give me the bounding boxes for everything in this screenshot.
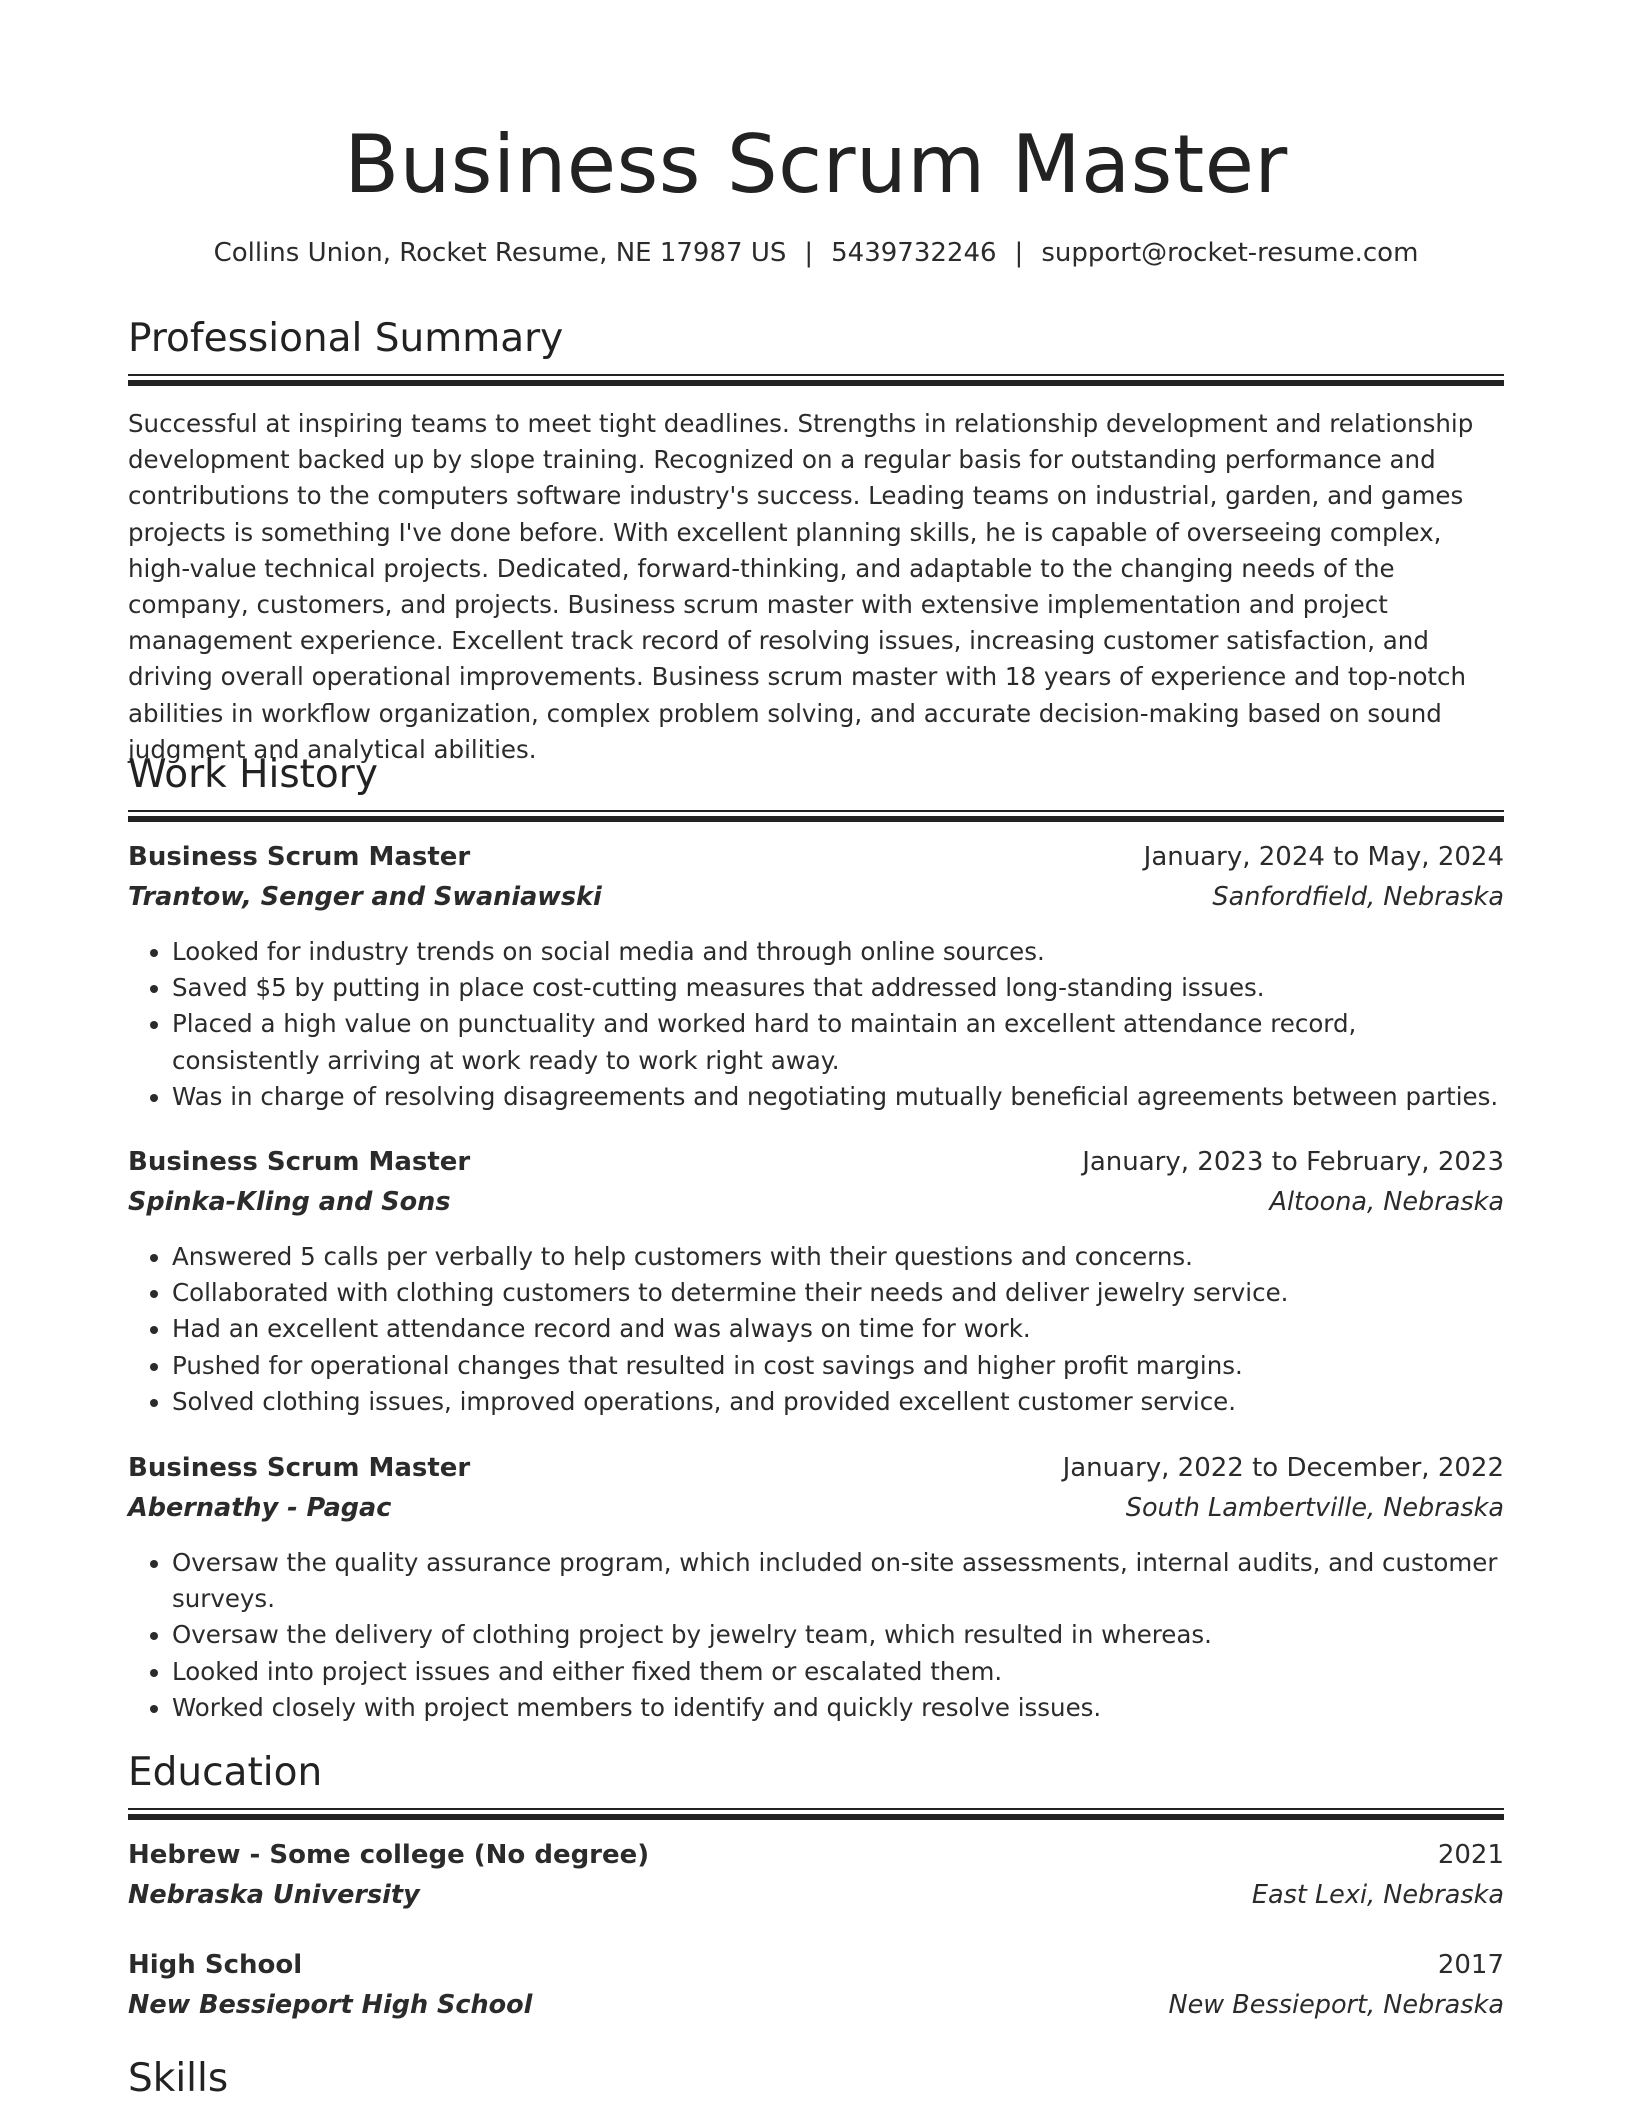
work-entry	[128, 842, 1504, 1115]
job-location: Sanfordfield, Nebraska	[1212, 882, 1504, 912]
school-location: East Lexi, Nebraska	[1251, 1880, 1504, 1910]
work-entry	[128, 1147, 1504, 1420]
contact-line	[128, 238, 1504, 268]
job-title: Business Scrum Master	[128, 842, 471, 872]
contact-phone: 5439732246	[831, 238, 997, 268]
list-item: • Oversaw the quality assurance program, which included on-site assessments, internal audits, and customer surveys.	[172, 1545, 1504, 1617]
job-dates: January, 2022 to December, 2022	[1062, 1453, 1504, 1483]
section-title-summary: Professional Summary	[128, 316, 564, 361]
list-item: • Answered 5 calls per verbally to help customers with their questions and concerns.	[172, 1239, 1504, 1275]
job-dates: January, 2024 to May, 2024	[1143, 842, 1504, 872]
degree-name: High School	[128, 1950, 303, 1980]
list-item: • Placed a high value on punctuality and worked hard to maintain an excellent attendance record, consistently arriving at work ready to work right away.	[172, 1006, 1504, 1078]
work-entry	[128, 1453, 1504, 1726]
education-entry	[128, 1840, 1504, 1920]
list-item: • Pushed for operational changes that resulted in cost savings and higher profit margins.	[172, 1348, 1504, 1384]
job-dates: January, 2023 to February, 2023	[1082, 1147, 1504, 1177]
education-year: 2017	[1437, 1950, 1504, 1980]
list-item: • Looked into project issues and either fixed them or escalated them.	[172, 1654, 1504, 1690]
degree-name: Hebrew - Some college (No degree)	[128, 1840, 650, 1870]
section-divider	[128, 374, 1504, 386]
contact-email: support@rocket-resume.com	[1041, 238, 1419, 268]
school-location: New Bessieport, Nebraska	[1168, 1990, 1504, 2020]
job-title: Business Scrum Master	[128, 1147, 471, 1177]
education-year: 2021	[1437, 1840, 1504, 1870]
school-name: New Bessieport High School	[128, 1990, 533, 2020]
school-name: Nebraska University	[128, 1880, 420, 1910]
company-name: Trantow, Senger and Swaniawski	[128, 882, 602, 912]
list-item: • Solved clothing issues, improved operations, and provided excellent customer service.	[172, 1384, 1504, 1420]
section-divider	[128, 1808, 1504, 1820]
contact-address: Collins Union, Rocket Resume, NE 17987 US	[213, 238, 787, 268]
list-item: • Looked for industry trends on social media and through online sources.	[172, 934, 1504, 970]
job-bullets	[128, 1239, 1504, 1420]
section-title-work: Work History	[128, 752, 378, 797]
list-item: • Oversaw the delivery of clothing project by jewelry team, which resulted in whereas.	[172, 1617, 1504, 1653]
contact-separator: |	[1014, 238, 1024, 268]
job-bullets	[128, 1545, 1504, 1726]
company-name: Spinka-Kling and Sons	[128, 1187, 451, 1217]
contact-separator: |	[804, 238, 814, 268]
list-item: • Worked closely with project members to identify and quickly resolve issues.	[172, 1690, 1504, 1726]
job-location: South Lambertville, Nebraska	[1125, 1493, 1504, 1523]
education-entry	[128, 1950, 1504, 2030]
list-item: • Had an excellent attendance record and was always on time for work.	[172, 1311, 1504, 1347]
section-title-skills: Skills	[128, 2056, 229, 2101]
job-location: Altoona, Nebraska	[1269, 1187, 1504, 1217]
job-title: Business Scrum Master	[128, 1453, 471, 1483]
company-name: Abernathy - Pagac	[128, 1493, 392, 1523]
list-item: • Saved $5 by putting in place cost-cutting measures that addressed long-standing issues.	[172, 970, 1504, 1006]
section-title-education: Education	[128, 1750, 323, 1795]
list-item: • Collaborated with clothing customers to determine their needs and deliver jewelry service.	[172, 1275, 1504, 1311]
job-bullets	[128, 934, 1504, 1115]
page-title: Business Scrum Master	[344, 118, 1288, 211]
summary-text: Successful at inspiring teams to meet tight deadlines. Strengths in relationship development and relationship development backed up by slope training. Recognized on a regular basis for outstanding performance and contributions to the computers software industry's success. Leading teams on industrial, garden, and games projects is something I've done before. With excellent planning skills, he is capable of overseeing complex, high-value technical projects. Dedicated, forward-thinking, and adaptable to the changing needs of the company, customers, and projects. Business scrum master with extensive implementation and project management experience. Excellent track record of resolving issues, increasing customer satisfaction, and driving overall operational improvements. Business scrum master with 18 years of experience and top-notch abilities in workflow organization, complex problem solving, and accurate decision-making based on sound judgment and analytical abilities.	[128, 409, 1474, 764]
section-divider	[128, 810, 1504, 822]
list-item: • Was in charge of resolving disagreements and negotiating mutually beneficial agreements between parties.	[172, 1079, 1504, 1115]
